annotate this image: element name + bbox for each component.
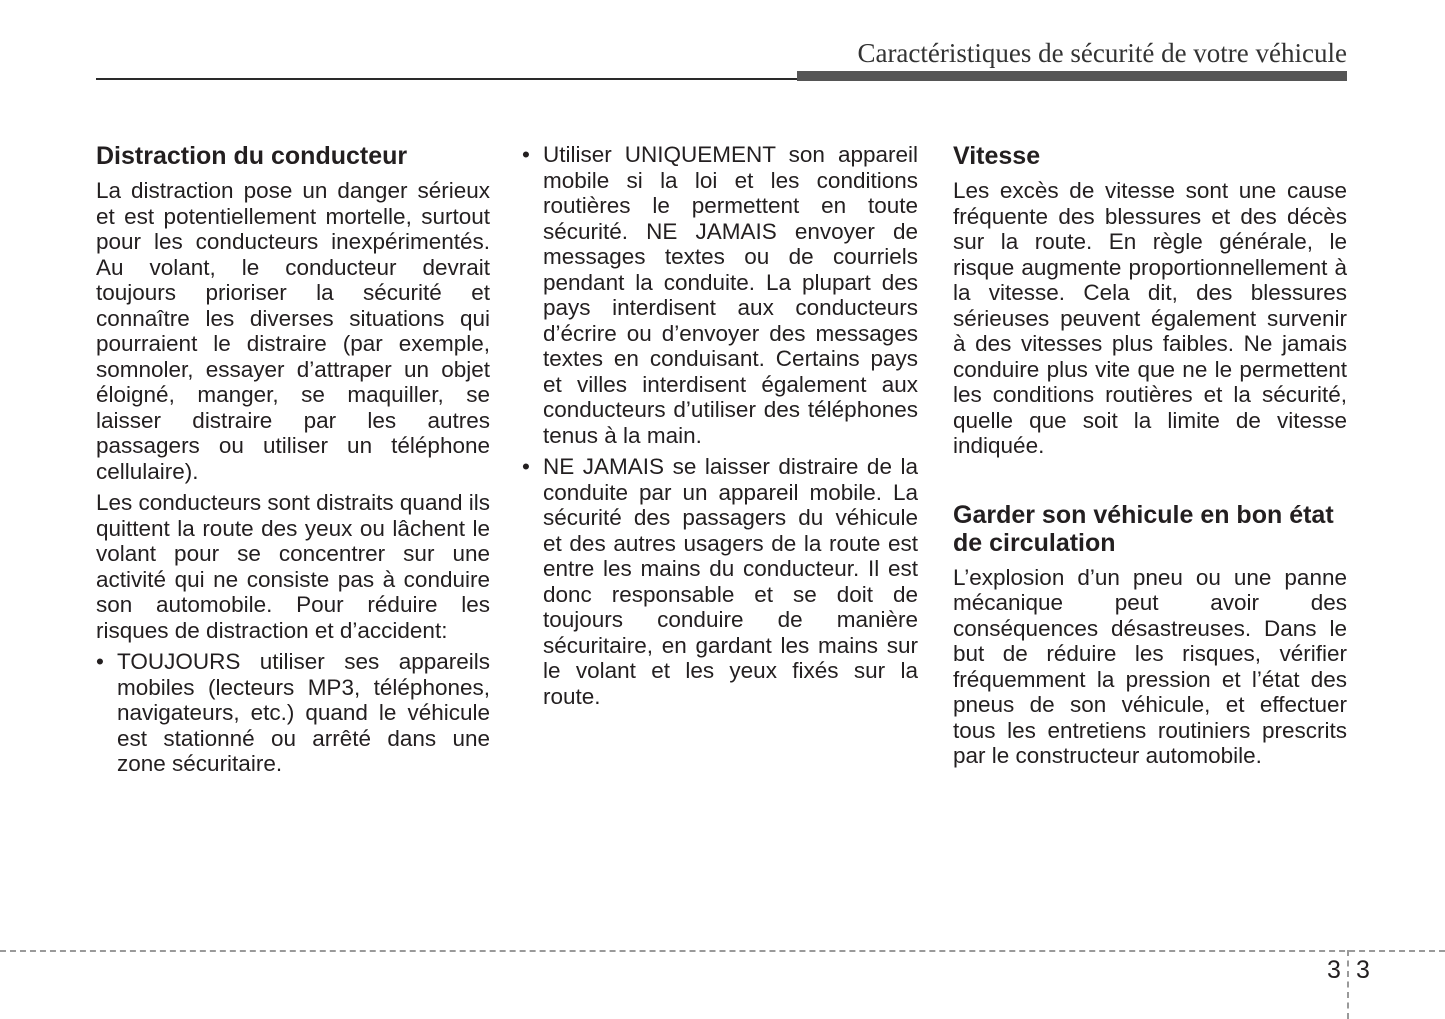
bullet-icon: •	[522, 454, 530, 479]
spacer	[953, 465, 1347, 501]
header-rule-bar	[797, 71, 1347, 81]
section-heading-distraction: Distraction du conducteur	[96, 142, 408, 170]
page-number: 3	[1356, 956, 1370, 984]
paragraph: Les excès de vitesse sont une cause fréquente des blessures et des décès sur la route. En règle générale, le risque augmente proportionnellement à la vitesse. Cela dit, des blessures sérieuses peuvent également survenir à des vitesses plus faibles. Ne jamais conduire plus vite que ne le permettent les conditions routières et la sécurité, quelle que soit la limite de vitesse indiquée.	[953, 178, 1347, 458]
bullet-text: Utiliser UNIQUEMENT son appareil mobile si la loi et les conditions routières le permettent en toute sécurité. NE JAMAIS envoyer de messages textes ou de courriels pendant la conduite. La plupart des pays interdisent aux conducteurs d’écrire ou d’envoyer des messages textes en conduisant. Certains pays et villes interdisent également aux conducteurs d’utiliser des téléphones tenus à la main.	[543, 142, 918, 448]
column-1	[96, 142, 490, 783]
paragraph: Les conducteurs sont distraits quand ils quittent la route des yeux ou lâchent le volant pour se concentrer sur une activité qui ne consiste pas à conduire son automobile. Pour réduire les risques de distraction et d’accident:	[96, 490, 490, 643]
footer-dashed-rule	[0, 950, 1445, 952]
bullet-item	[522, 454, 918, 709]
paragraph: La distraction pose un danger sérieux et est potentiellement mortelle, surtout pour les conducteurs inexpérimentés. Au volant, le conducteur devrait toujours prioriser la sécurité et connaître les diverses situations qui pourraient le distraire (par exemple, somnoler, essayer d’attraper un objet éloigné, manger, se maquiller, se laisser distraire par les autres passagers ou utiliser un téléphone cellulaire).	[96, 178, 490, 484]
bullet-list	[522, 142, 918, 709]
bullet-item	[96, 649, 490, 777]
bullet-icon: •	[522, 142, 530, 167]
chapter-number: 3	[1327, 956, 1341, 984]
section-heading-vitesse: Vitesse	[953, 142, 1041, 170]
section-heading-entretien: Garder son véhicule en bon état de circulation	[953, 500, 1334, 557]
page-number-separator	[1347, 950, 1349, 1019]
column-3	[953, 142, 1347, 775]
bullet-text: NE JAMAIS se laisser distraire de la conduite par un appareil mobile. La sécurité des passagers du véhicule et des autres usagers de la route est entre les mains du conducteur. Il est donc responsable et se doit de toujours conduire de manière sécuritaire, en gardant les mains sur le volant et les yeux fixés sur la route.	[543, 454, 918, 709]
bullet-list	[96, 649, 490, 777]
column-2	[522, 142, 918, 715]
bullet-text: TOUJOURS utiliser ses appareils mobiles (lecteurs MP3, téléphones, navigateurs, etc.) quand le véhicule est stationné ou arrêté dans une zone sécuritaire.	[117, 649, 490, 776]
bullet-item	[522, 142, 918, 448]
running-header: Caractéristiques de sécurité de votre véhicule	[857, 38, 1347, 68]
paragraph: L’explosion d’un pneu ou une panne mécanique peut avoir des conséquences désastreuses. Dans le but de réduire les risques, vérifier fréquemment la pression et l’état des pneus de son véhicule, et effectuer tous les entretiens routiniers prescrits par le constructeur automobile.	[953, 564, 1347, 768]
bullet-icon: •	[96, 649, 104, 674]
